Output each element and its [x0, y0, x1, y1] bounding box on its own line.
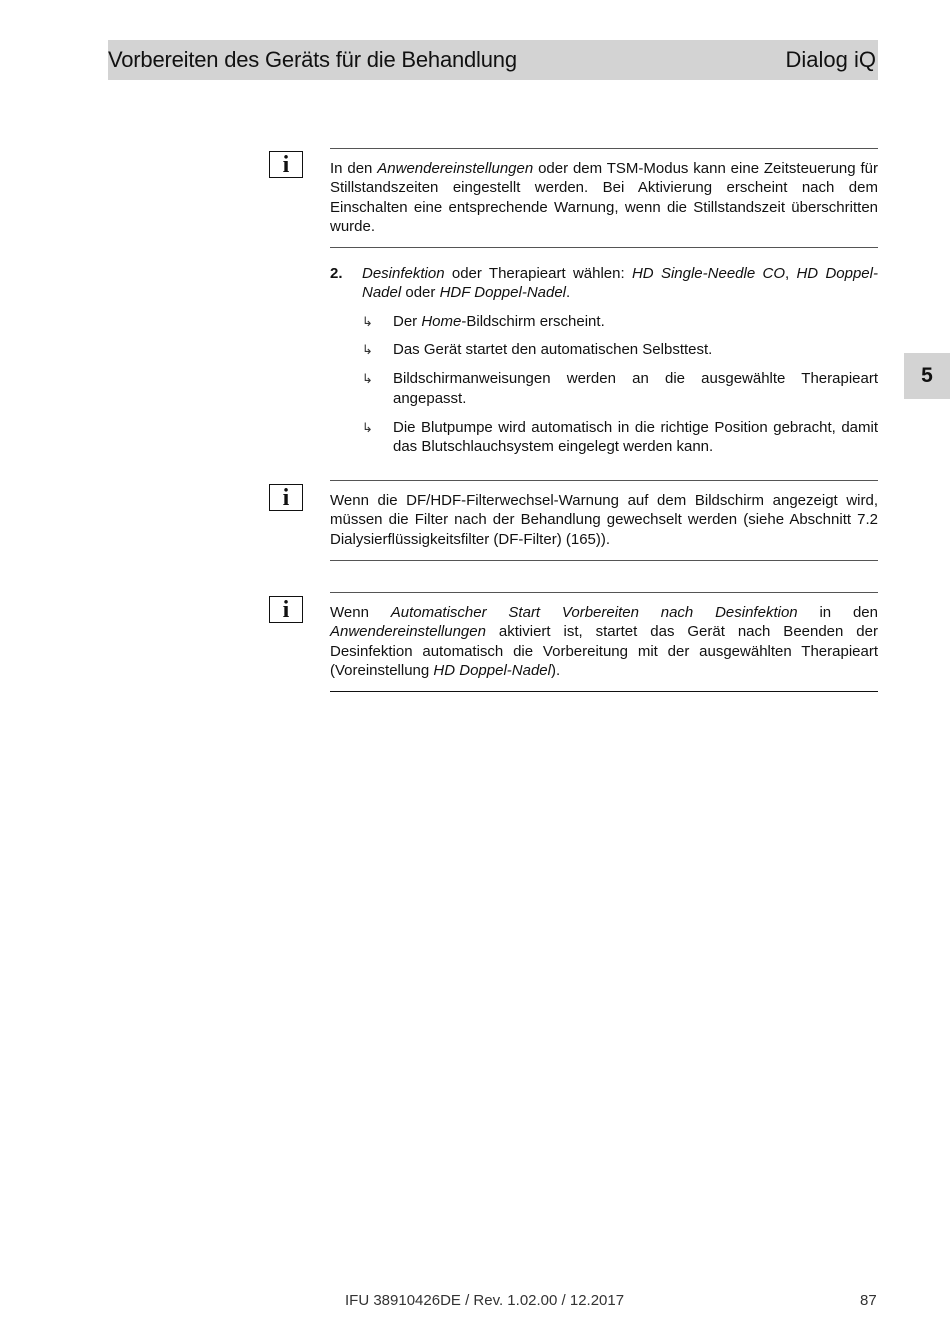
result-arrow-icon: ↳: [362, 342, 373, 358]
page-header: [108, 40, 878, 80]
list-item: ↳ Bildschirmanweisungen werden an die ausgewählte Therapieart angepasst.: [362, 370, 878, 407]
page-number: 87: [860, 1292, 877, 1309]
step-text: Desinfektion oder Therapieart wählen: HD Single-Needle CO, HD Doppel-Nadel oder HDF Doppel-Nadel.: [362, 265, 878, 302]
note-text: In den Anwendereinstellungen oder dem TSM-Modus kann eine Zeitsteuerung für Stillstandszeiten eingestellt werden. Bei Aktivierung erscheint nach dem Einschalten eine entsprechende Warnung, wenn die Stillstandszeit überschritten wurde.: [330, 160, 878, 235]
info-icon: i: [269, 151, 303, 178]
info-icon: i: [269, 596, 303, 623]
product-name: Dialog iQ: [785, 47, 876, 72]
result-arrow-icon: ↳: [362, 371, 373, 387]
list-item: ↳ Der Home-Bildschirm erscheint.: [362, 312, 605, 330]
info-note-auto-start: [330, 592, 878, 692]
document-reference: IFU 38910426DE / Rev. 1.02.00 / 12.2017: [345, 1292, 625, 1309]
section-title: Vorbereiten des Geräts für die Behandlung: [108, 47, 517, 72]
result-arrow-icon: ↳: [362, 419, 373, 435]
result-arrow-icon: ↳: [362, 313, 373, 329]
info-note-standby-timer: [330, 148, 878, 248]
note-text: Wenn die DF/HDF-Filterwechsel-Warnung auf dem Bildschirm angezeigt wird, müssen die Filter nach der Behandlung gewechselt werden (siehe Abschnitt 7.2 Dialysierflüssigkeitsfilter (DF-Filter) (165)).: [330, 492, 878, 548]
list-item: ↳ Die Blutpumpe wird automatisch in die richtige Position gebracht, damit das Blutschlauchsystem eingelegt werden kann.: [362, 418, 878, 455]
info-icon: i: [269, 484, 303, 511]
info-note-filter-warning: [330, 480, 878, 561]
instruction-step: [330, 264, 878, 466]
note-text: Wenn Automatischer Start Vorbereiten nach Desinfektion in den Anwendereinstellungen aktiviert ist, startet das Gerät nach Beenden der Desinfektion automatisch die Vorbereitung mit der ausgewählten Therapieart (Voreinstellung HD Doppel-Nadel).: [330, 604, 878, 679]
result-list: [362, 312, 878, 457]
chapter-tab: 5: [904, 353, 950, 399]
list-item: ↳ Das Gerät startet den automatischen Selbsttest.: [362, 341, 713, 359]
step-number: 2.: [330, 265, 343, 282]
